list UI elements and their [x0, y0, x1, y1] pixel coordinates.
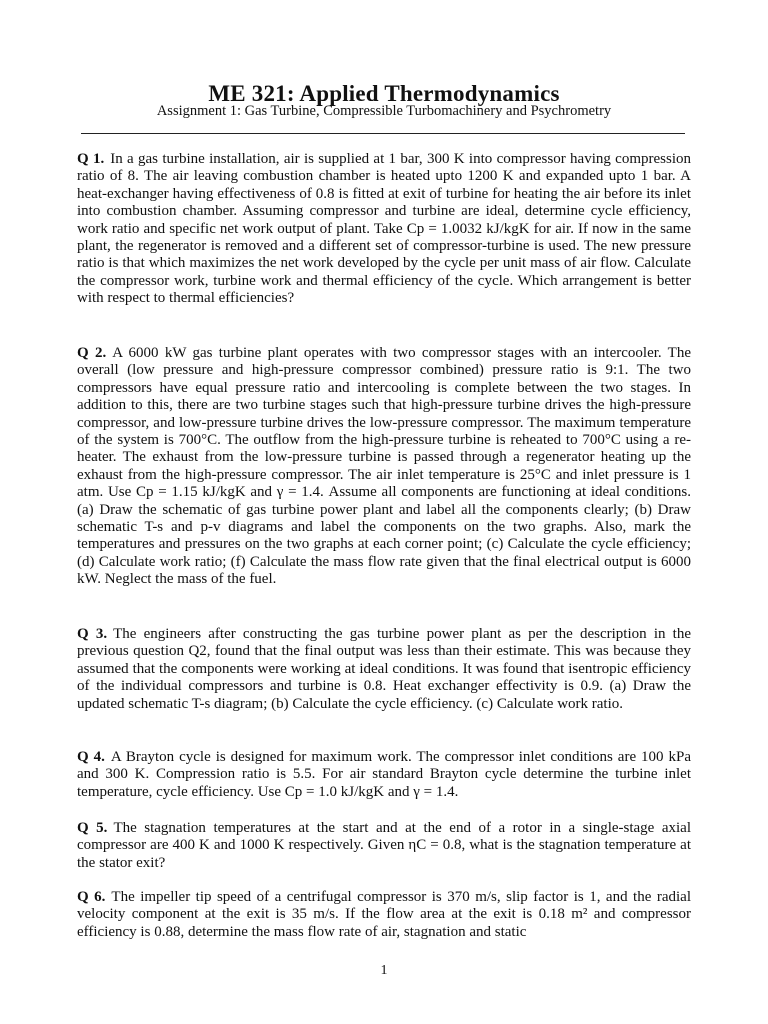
question-text: In a gas turbine installation, air is supplied at 1 bar, 300 K into compressor having compression ratio of 8. The air leaving combustion chamber is heated upto 1200 K and expanded upto 1 bar. A heat-exchanger having effectiveness of 0.8 is fitted at exit of turbine for heating the air before its inlet into combustion chamber. Assuming compressor and turbine are ideal, determine cycle efficiency, work ratio and specific net work output of plant. Take Cp = 1.0032 kJ/kgK for air. If now in the same plant, the regenerator is removed and a different set of compressor-turbine is used. The new pressure ratio is that which maximizes the net work developed by the cycle per unit mass of air flow. Calculate the compressor work, turbine work and thermal efficiency of the cycle. Which arrangement is better with respect to thermal efficiencies?: [77, 151, 691, 307]
question-4: [77, 749, 691, 801]
question-1: [77, 151, 691, 308]
question-label: Q 6.: [77, 889, 106, 905]
header-divider: [81, 133, 685, 134]
question-text: The stagnation temperatures at the start and at the end of a rotor in a single-stage axial compressor are 400 K and 1000 K respectively. Given ηC = 0.8, what is the stagnation temperature at the stator exit?: [77, 820, 691, 871]
question-text: The engineers after constructing the gas turbine power plant as per the description in the previous question Q2, found that the final output was less than their estimate. This was because they assumed that the components were working at ideal conditions. It was found that isentropic efficiency of the individual compressors and turbine is 0.8. Heat exchanger effectivity is 0.9. (a) Draw the updated schematic T-s diagram; (b) Calculate the cycle efficiency. (c) Calculate work ratio.: [77, 626, 691, 712]
question-text: The impeller tip speed of a centrifugal compressor is 370 m/s, slip factor is 1, and the radial velocity component at the exit is 35 m/s. If the flow area at the exit is 0.18 m² and compressor efficiency is 0.88, determine the mass flow rate of air, stagnation and static: [77, 889, 692, 940]
question-text: A 6000 kW gas turbine plant operates with two compressor stages with an intercooler. The overall (low pressure and high-pressure compressor combined) pressure ratio is 9:1. The two compressors have equal pressure ratio and intercooling is complete between the two stages. In addition to this, there are two turbine stages such that high-pressure turbine drives the high-pressure compressor, and low-pressure turbine drives the low-pressure compressor. The maximum temperature of the system is 700°C. The outflow from the high-pressure turbine is reheated to 700°C using a re-heater. The exhaust from the low-pressure turbine is passed through a regenerator heating up the exhaust from the high-pressure compressor. The air inlet temperature is 25°C and inlet pressure is 1 atm. Use Cp = 1.15 kJ/kgK and γ = 1.4. Assume all components are functioning at ideal conditions. (a) Draw the schematic of gas turbine power plant and label all the components clearly; (b) Draw schematic T-s and p-v diagrams and label the components on the two graphs. Also, mark the temperatures and pressures on the two graphs at each corner point; (c) Calculate the cycle efficiency; (d) Calculate work ratio; (f) Calculate the mass flow rate given that the final electrical output is 6000 kW. Neglect the mass of the fuel.: [77, 345, 691, 588]
question-label: Q 1.: [77, 151, 105, 167]
question-6: [77, 889, 691, 941]
question-label: Q 5.: [77, 820, 108, 836]
page-number: 1: [380, 963, 388, 978]
document-subtitle: Assignment 1: Gas Turbine, Compressible Turbomachinery and Psychrometry: [156, 103, 612, 119]
document-title: ME 321: Applied Thermodynamics: [208, 81, 560, 106]
question-text: A Brayton cycle is designed for maximum work. The compressor inlet conditions are 100 kPa and 300 K. Compression ratio is 5.5. For air standard Brayton cycle determine the turbine inlet temperature, cycle efficiency. Use Cp = 1.0 kJ/kgK and γ = 1.4.: [77, 749, 692, 800]
question-label: Q 3.: [77, 626, 108, 642]
question-3: [77, 626, 691, 713]
question-2: [77, 345, 691, 589]
question-label: Q 4.: [77, 749, 105, 765]
question-5: [77, 820, 691, 872]
question-label: Q 2.: [77, 345, 107, 361]
